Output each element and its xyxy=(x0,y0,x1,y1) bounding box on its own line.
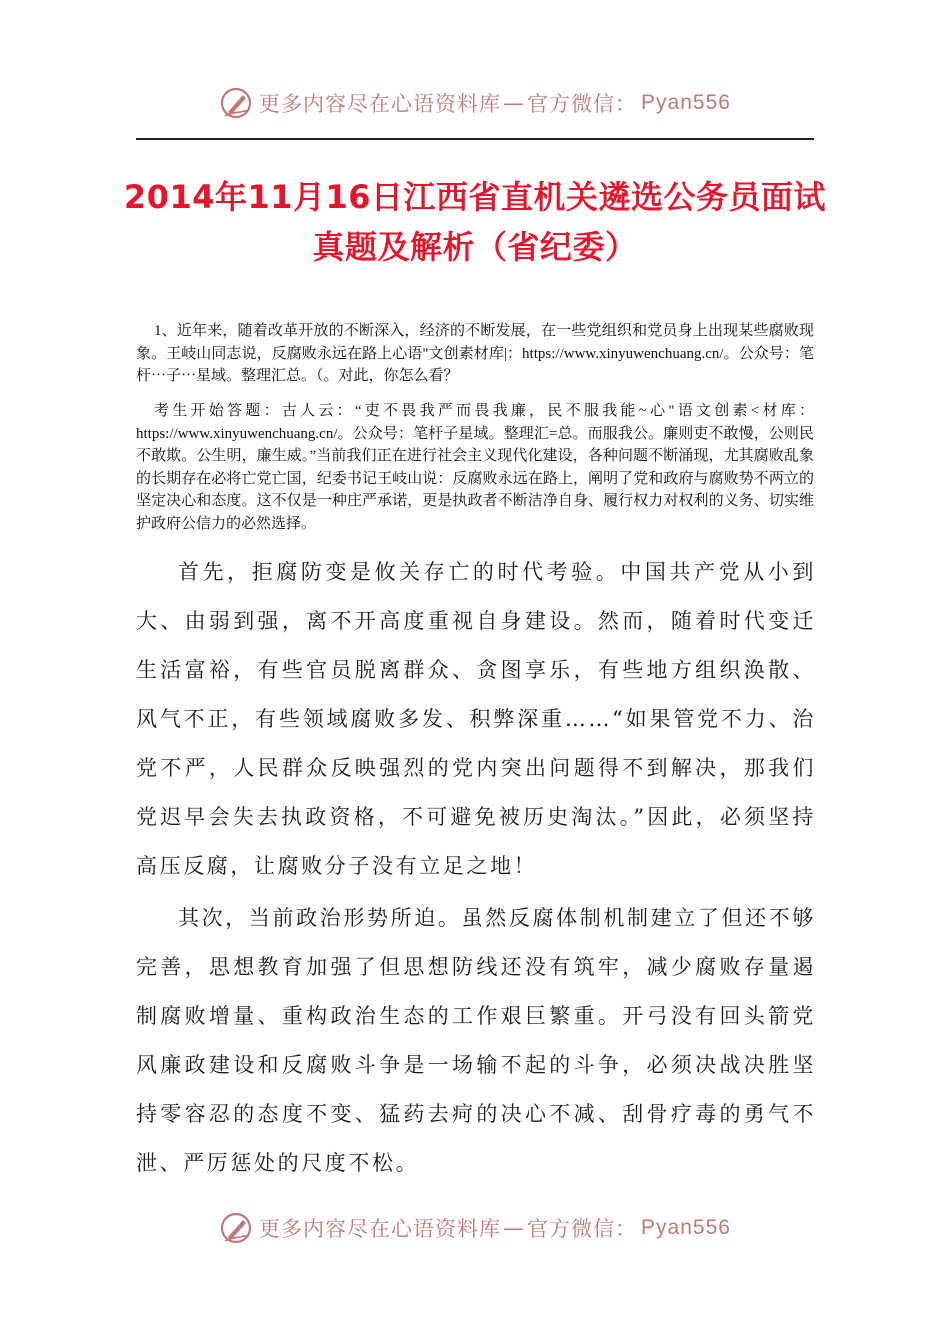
question-paragraph: 1、近年来，随着改革开放的不断深入，经济的不断发展，在一些党组织和党员身上出现某些腐败现象。王岐山同志说，反腐败永远在路上心语"文创素材库|：https://www.xinyuwenchuang.cn/。公众号：笔杆⋯子⋯星域。整理汇总。（。对此，你怎么看？ xyxy=(136,323,814,384)
watermark-separator: — xyxy=(503,91,526,115)
pen-circle-icon xyxy=(219,86,253,120)
answer-intro-paragraph: 考生开始答题：古人云：“吏不畏我严而畏我廉，民不服我能~心"语文创素<材库：https://www.xinyuwenchuang.cn/。公众号：笔杆子星域。整理汇=总。而服我公。廉则吏不敢慢，公则民不敢欺。公生明，廉生威。”当前我们正在进行社会主义现代化建设，各种问题不断涌现，尤其腐败乱象的长期存在必将亡党亡国，纪委书记王岐山说：反腐败永远在路上，阐明了党和政府与腐败势不两立的坚定决心和态度。这不仅是一种庄严承诺，更是执政者不断洁净自身、履行权力对权利的义务、切实维护政府公信力的必然选择。 xyxy=(136,403,814,532)
first-point-paragraph: 首先，拒腐防变是攸关存亡的时代考验。中国共产党从小到大、由弱到强，离不开高度重视自身建设。然而，随着时代变迁生活富裕，有些官员脱离群众、贪图享乐，有些地方组织涣散、风气不正，有些领域腐败多发、积弊深重……“如果管党不力、治党不严，人民群众反映强烈的党内突出问题得不到解决，那我们党迟早会失去执政资格，不可避免被历史淘汰。”因此，必须坚持高压反腐，让腐败分子没有立足之地！ xyxy=(136,560,816,878)
watermark-banner-bottom xyxy=(0,1208,950,1248)
header-divider xyxy=(136,138,814,140)
watermark-text: 更多内容尽在心语资料库 xyxy=(259,92,502,116)
pen-circle-icon xyxy=(219,1211,253,1245)
document-title: 2014年11月16日江西省直机关遴选公务员面试真题及解析（省纪委） xyxy=(123,178,827,266)
watermark-separator: — xyxy=(503,1216,526,1240)
watermark-label: 官方微信： xyxy=(527,1217,638,1241)
second-point-paragraph: 其次，当前政治形势所迫。虽然反腐体制机制建立了但还不够完善，思想教育加强了但思想防线还没有筑牢，减少腐败存量遏制腐败增量、重构政治生态的工作艰巨繁重。开弓没有回头箭党风廉政建设和反腐败斗争是一场输不起的斗争，必须决战决胜坚持零容忍的态度不变、猛药去疴的决心不减、刮骨疗毒的勇气不泄、严厉惩处的尺度不松。 xyxy=(136,906,816,1175)
watermark-banner-top xyxy=(0,83,950,123)
watermark-label: 官方微信： xyxy=(527,92,638,116)
watermark-handle: Pyan556 xyxy=(641,91,731,114)
watermark-handle: Pyan556 xyxy=(641,1216,731,1239)
watermark-text: 更多内容尽在心语资料库 xyxy=(259,1217,502,1241)
